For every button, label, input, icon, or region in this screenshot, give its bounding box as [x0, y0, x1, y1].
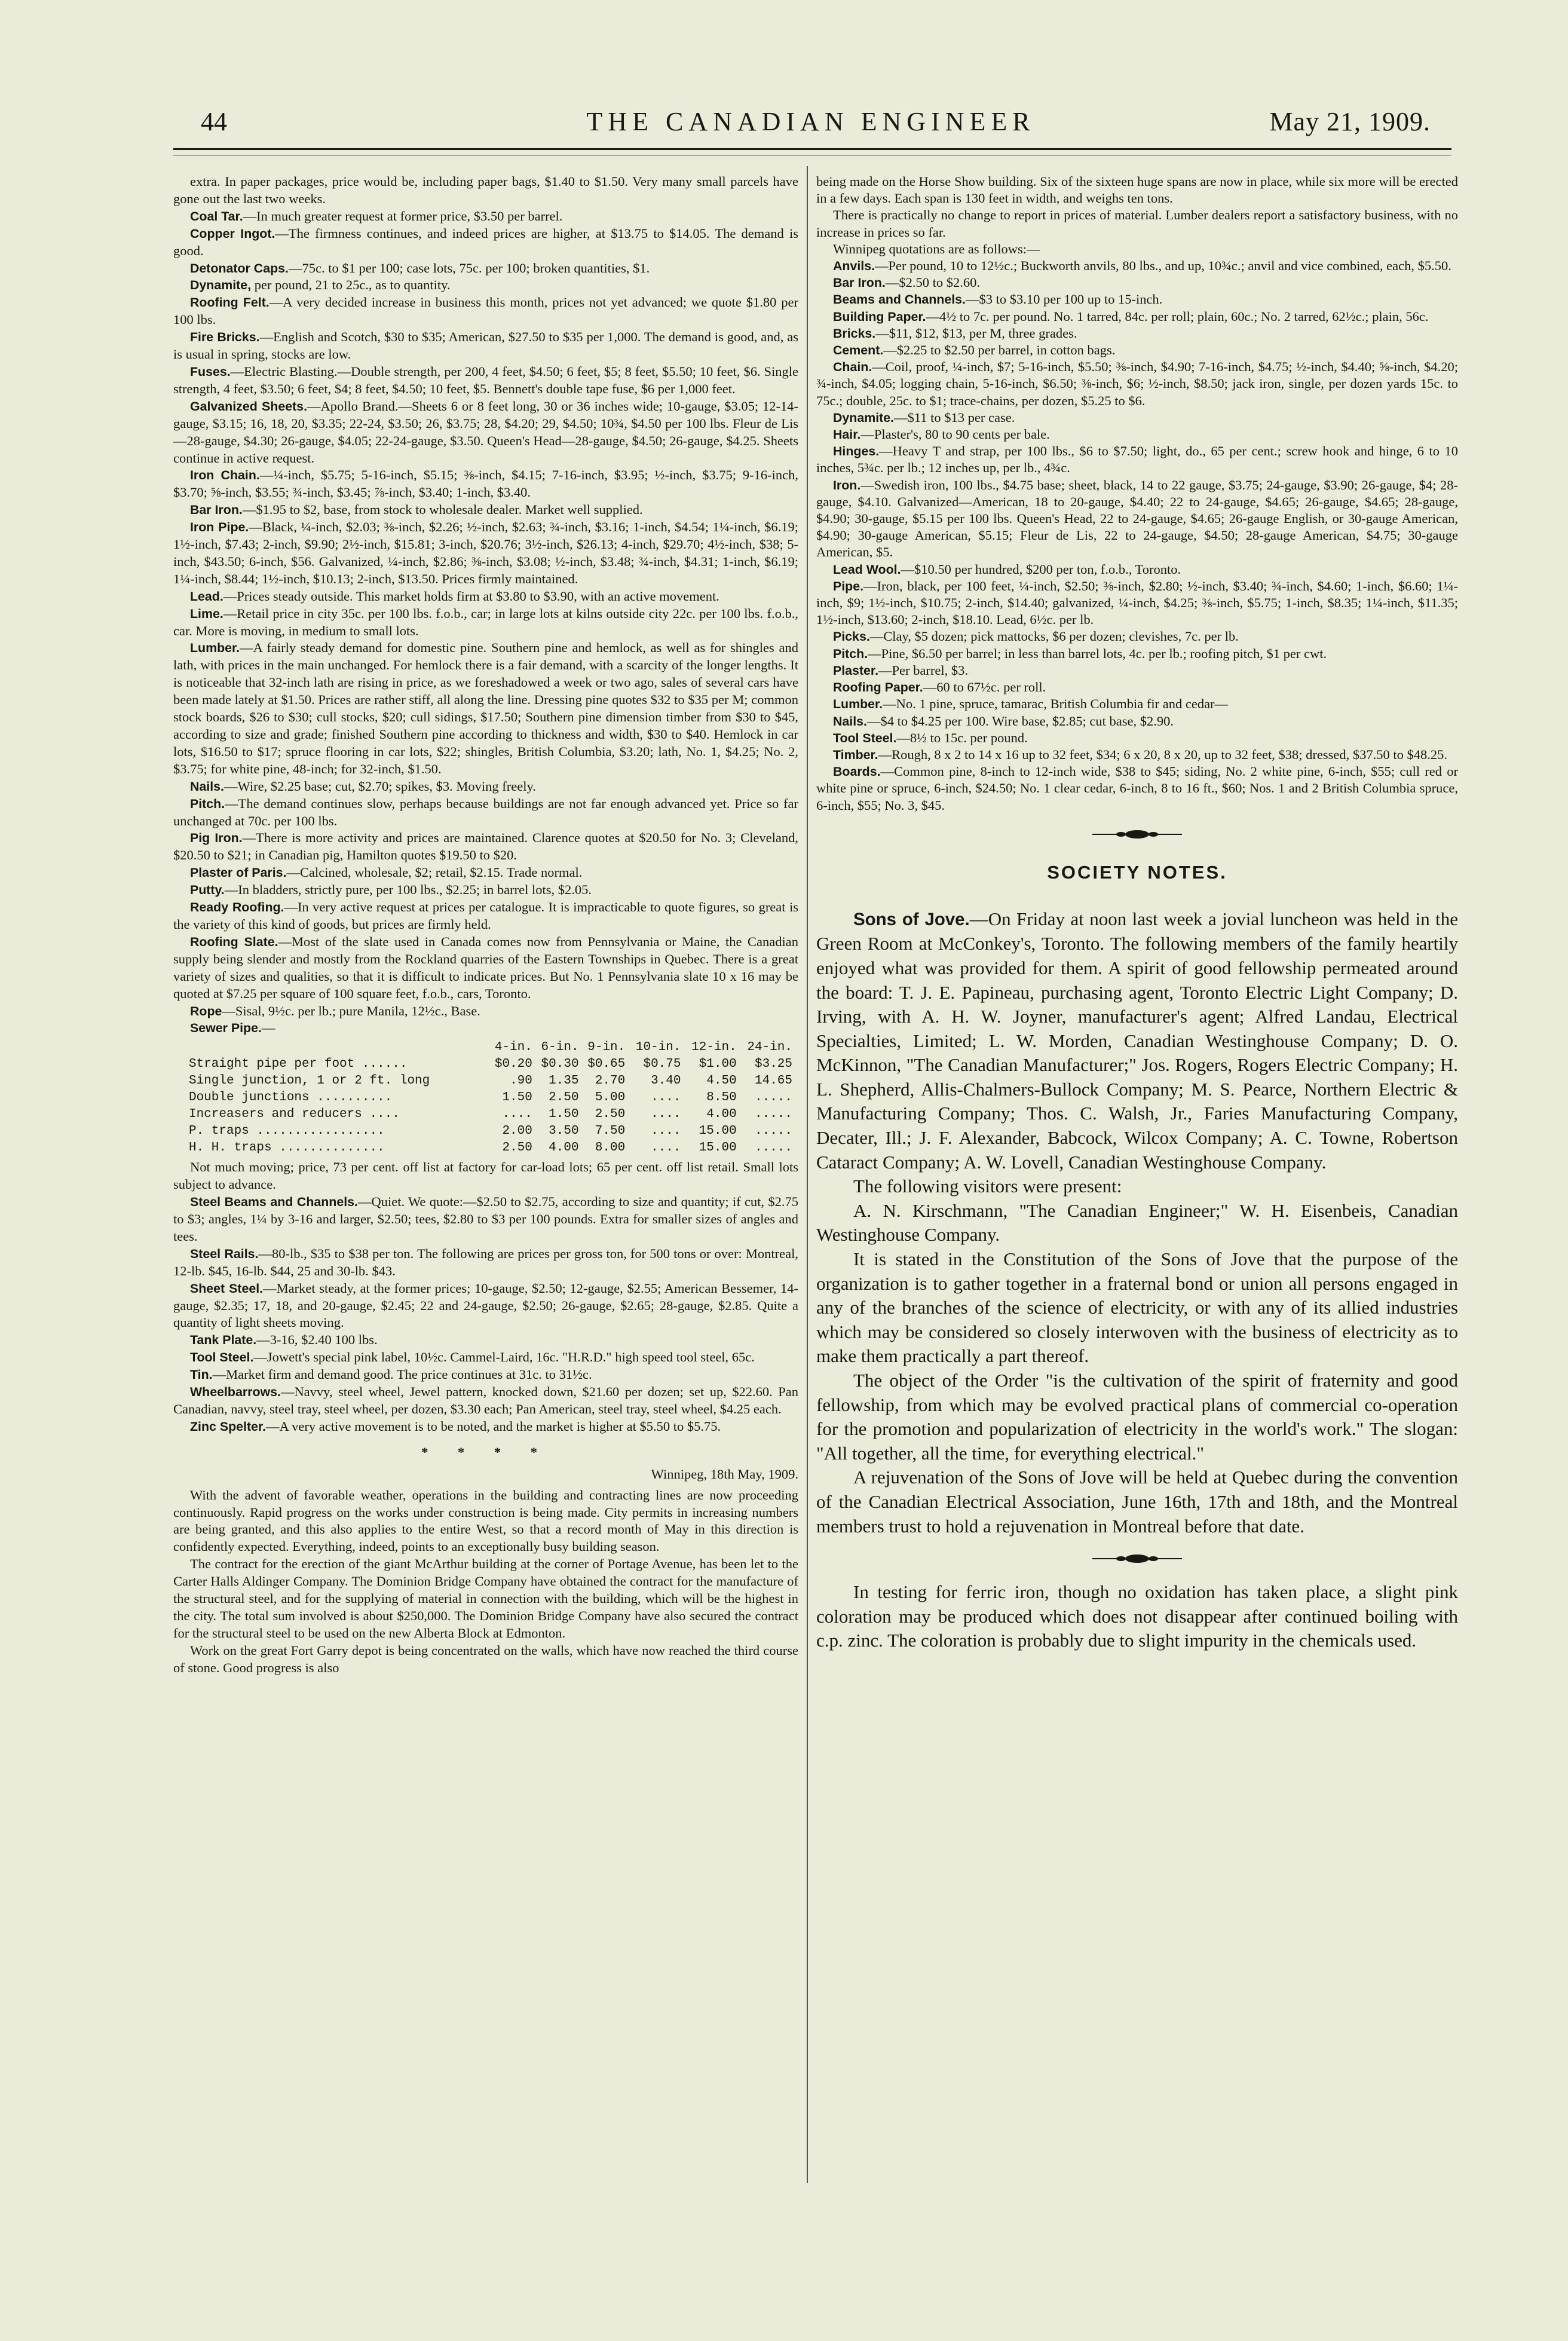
- table-cell: 2.50: [502, 1141, 532, 1155]
- item-text: —In very active request at prices per catalogue. It is impracticable to quote figures, so great is the variety of this kind of goods, but prices are firmly held.: [173, 899, 798, 932]
- item-keyword: Pig Iron.: [190, 831, 243, 846]
- market-item: [173, 864, 798, 882]
- society-paragraph: [816, 1199, 1458, 1247]
- item-keyword: Picks.: [833, 629, 870, 644]
- society-paragraph: [816, 1174, 1458, 1199]
- page-number: 44: [201, 107, 227, 136]
- table-cell: Straight pipe per foot ......: [189, 1057, 408, 1072]
- item-keyword: Bar Iron.: [833, 276, 886, 290]
- item-text: —Apollo Brand.—Sheets 6 or 8 feet long, 30 or 36 inches wide; 10-gauge, $3.05; 12-14-gauge, $3.15; 16, 18, 20, $3.35; 22-24, $3.50; 26, $3.75; 28, $4.20; 29, $4.50; 10¾, $4.50 per 100 lbs. Fleur de Lis—28-gauge, $4.30; 26-gauge, $4.05; 22-24-gauge, $3.50. Queen's Head—28-gauge, $4.50; 26-gauge, $4.25. Sheets continue in active request.: [173, 398, 798, 466]
- item-keyword: Ready Roofing.: [190, 900, 284, 915]
- item-keyword: Pipe.: [833, 579, 864, 593]
- section-stars: * * * *: [421, 1444, 550, 1459]
- item-keyword: Rope: [190, 1003, 222, 1018]
- ferric-iron-note: In testing for ferric iron, though no oxidation has taken place, a slight pink coloration may be produced which does not disappear after continued boiling with c.p. zinc. The coloration is probably due to slight impurity in the chemicals used.: [816, 1581, 1458, 1651]
- table-cell: 1.50: [549, 1107, 579, 1122]
- item-text: per pound, 21 to 25c., as to quantity.: [251, 277, 451, 293]
- item-text: —$10.50 per hundred, $200 per ton, f.o.b., Toronto.: [901, 561, 1181, 577]
- market-item: [173, 605, 798, 640]
- table-cell: 1.35: [549, 1074, 579, 1088]
- table-header-cell: [189, 1039, 486, 1056]
- journal-title: THE CANADIAN ENGINEER: [586, 107, 1036, 136]
- table-row: [189, 1073, 792, 1090]
- item-text: —Sisal, 9½c. per lb.; pure Manila, 12½c., Base.: [222, 1003, 480, 1018]
- item-text: —Clay, $5 dozen; pick mattocks, $6 per dozen; clevishes, 7c. per lb.: [869, 629, 1239, 644]
- item-keyword: Galvanized Sheets.: [190, 399, 307, 414]
- item-text: —80-lb., $35 to $38 per ton. The following are prices per gross ton, for 500 tons or over: Montreal, 12-lb. $45, 16-lb. $44, 25 and 30-lb. $43.: [173, 1246, 798, 1278]
- market-item: [173, 1332, 798, 1349]
- item-keyword: Bricks.: [833, 326, 876, 341]
- quotation-item: [816, 696, 1458, 712]
- item-text: —: [261, 1020, 275, 1036]
- table-cell: 3.40: [651, 1074, 681, 1088]
- item-text: —$2.50 to $2.60.: [885, 275, 980, 290]
- item-keyword: Hinges.: [833, 444, 880, 459]
- table-row: [189, 1056, 792, 1073]
- quotation-item: [816, 477, 1458, 561]
- item-text: —The firmness continues, and indeed prices are higher, at $13.75 to $14.05. The demand is good.: [173, 225, 798, 258]
- item-text: The contract for the erection of the giant McArthur building at the corner of Portage Avenue, has been let to the Carter Halls Aldinger Company. The Dominion Bridge Company have obtained the contract for the manufacture of the structural steel, and for the supplying of material in connection with the building, which will be the highest in the city. The total sum involved is about $250,000. The Dominion Bridge Company have also secured the contract for the structural steel to be used on the new Alberta Block at Edmonton.: [173, 1556, 798, 1641]
- quotation-item: [816, 746, 1458, 763]
- item-text: —3-16, $2.40 100 lbs.: [256, 1332, 378, 1348]
- item-text: —On Friday at noon last week a jovial luncheon was held in the Green Room at McConkey's, Toronto. The following members of the family heartily enjoyed what was provided for them. A spirit of good fellowship permeated around the board: T. J. E. Papineau, purchasing agent, Toronto Electric Light Company; D. Irving, with A. H. W. Joyner, manufacturer's agent; Alfred Landau, Electrical Specialties, Limited; L. W. Morden, Canadian Westinghouse Company; D. O. McKinnon, "The Canadian Manufacturer;" Jos. Rogers, Rogers Electric Company; H. L. Shepherd, Allis-Chalmers-Bullock Company; M. S. Pearce, Northern Electric & Manufacturing Company; Thos. C. Walsh, Jr., Faries Manufacturing Company, Decater, Ill.; J. F. Alexander, Babcock, Wilcox Company; A. C. Towne, Robertson Cataract Company; A. W. Lovell, Canadian Westinghouse Company.: [816, 908, 1458, 1173]
- left-column: [173, 173, 798, 2193]
- item-keyword: Plaster of Paris.: [190, 865, 287, 880]
- table-cell: $0.30: [541, 1057, 579, 1072]
- item-text: —8½ to 15c. per pound.: [896, 730, 1028, 745]
- quotation-item: [816, 763, 1458, 814]
- winnipeg-report: [173, 1487, 798, 1677]
- market-item: [173, 467, 798, 501]
- item-keyword: Anvils.: [833, 259, 875, 274]
- item-keyword: Copper Ingot.: [190, 226, 275, 241]
- item-text: extra. In paper packages, price would be, including paper bags, $1.40 to $1.50. Very many small parcels have gone out the last two weeks.: [173, 174, 798, 206]
- market-item: [173, 934, 798, 1003]
- item-keyword: Zinc Spelter.: [190, 1419, 267, 1434]
- item-keyword: Fuses.: [190, 364, 231, 379]
- item-text: —Iron, black, per 100 feet, ¼-inch, $2.50; ⅜-inch, $2.80; ½-inch, $3.40; ¾-inch, $4.60; 1-inch, $6.60; 1¼-inch, $9; 1½-inch, $10.75; 2-inch, $14.40; galvanized, ¼-inch, $4.25; ⅜-inch, $5.75; 1-inch, $8.35; 1¼-inch, $11.35; 1½-inch, $13.60; 2-inch, $18.10. Lead, 6½c. per lb.: [816, 578, 1458, 628]
- quotation-item: [816, 679, 1458, 696]
- item-text: —A very decided increase in business this month, prices not yet advanced; we quote $1.80 per 100 lbs.: [173, 295, 798, 328]
- item-keyword: Nails.: [833, 714, 867, 729]
- item-text: —Most of the slate used in Canada comes now from Pennsylvania or Maine, the Canadian supply being slender and mostly from the Rockland quarries of the Eastern Townships in Quebec. There is a great variety of sizes and qualities, so that it is difficult to indicate prices. But No. 1 Pennsylvania slate 10 x 16 may be quoted at $7.25 per square of 100 square feet, f.o.b., cars, Toronto.: [173, 934, 798, 1001]
- quotation-item: [816, 561, 1458, 578]
- item-keyword: Tin.: [190, 1367, 213, 1382]
- item-keyword: Chain.: [833, 360, 872, 375]
- item-text: —$11, $12, $13, per M, three grades.: [875, 325, 1077, 341]
- market-item: [173, 882, 798, 899]
- market-item: [173, 1384, 798, 1418]
- winnipeg-dateline: Winnipeg, 18th May, 1909.: [651, 1466, 798, 1482]
- report-paragraph: [173, 1556, 798, 1642]
- table-cell: 15.00: [699, 1124, 737, 1139]
- winnipeg-quotations: [816, 173, 1458, 814]
- item-text: —Navvy, steel wheel, Jewel pattern, knocked down, $21.60 per dozen; set up, $22.60. Pan Canadian, navvy, steel tray, steel wheel, per dozen, $3.30 each; Pan American, steel tray, steel wheel, $4.25 each.: [173, 1384, 798, 1416]
- quotation-item: [816, 359, 1458, 409]
- right-column: [816, 173, 1458, 2187]
- table-cell: 2.00: [502, 1124, 532, 1139]
- table-cell: 4.50: [706, 1074, 737, 1088]
- item-text: —Jowett's special pink label, 10½c. Cammel-Laird, 16c. "H.R.D." high speed tool steel, 65c.: [253, 1349, 755, 1365]
- item-keyword: Nails.: [190, 779, 224, 794]
- item-keyword: Detonator Caps.: [190, 261, 289, 276]
- market-item: [173, 830, 798, 864]
- item-keyword: Tank Plate.: [190, 1333, 257, 1348]
- ornament-divider: [1092, 827, 1182, 841]
- item-keyword: Iron.: [833, 478, 861, 492]
- item-text: Not much moving; price, 73 per cent. off list at factory for car-load lots; 65 per cent. off list retail. Small lots subject to advance.: [173, 1159, 798, 1192]
- table-cell: ....: [651, 1091, 681, 1105]
- item-text: —No. 1 pine, spruce, tamarac, British Columbia fir and cedar—: [883, 696, 1229, 712]
- table-cell: 7.50: [595, 1124, 626, 1139]
- item-text: —A very active movement is to be noted, and the market is higher at $5.50 to $5.75.: [266, 1418, 721, 1434]
- market-item: [173, 588, 798, 605]
- quotation-item: [816, 628, 1458, 645]
- table-row: [189, 1106, 792, 1123]
- table-cell: 4.00: [706, 1107, 737, 1122]
- market-item: [173, 1418, 798, 1436]
- market-item: [173, 260, 798, 277]
- item-keyword: Timber.: [833, 747, 878, 762]
- item-text: —$4 to $4.25 per 100. Wire base, $2.85; cut base, $2.90.: [867, 713, 1174, 729]
- item-text: —$3 to $3.10 per 100 up to 15-inch.: [965, 292, 1163, 307]
- quotation-item: [816, 291, 1458, 308]
- item-text: —$1.95 to $2, base, from stock to wholesale dealer. Market well supplied.: [242, 502, 643, 518]
- table-cell: ....: [651, 1124, 681, 1139]
- item-text: —Common pine, 8-inch to 12-inch wide, $38 to $45; siding, No. 2 white pine, 6-inch, $55; cull red or white pine or spruce, 6-inch, $24.50; No. 1 clear cedar, 6-inch, 8 to 16 ft., $60; Nos. 1 and 2 British Columbia spruce, 6-inch, $55; No. 3, $45.: [816, 764, 1458, 813]
- table-cell: .90: [510, 1074, 532, 1088]
- item-keyword: Plaster.: [833, 663, 878, 678]
- item-keyword: Iron Chain.: [190, 468, 260, 483]
- item-text: —Prices steady outside. This market holds firm at $3.80 to $3.90, with an active movement.: [223, 588, 719, 604]
- quotation-item: [816, 713, 1458, 730]
- item-keyword: Putty.: [190, 883, 225, 898]
- item-keyword: Sewer Pipe.: [190, 1021, 262, 1036]
- item-keyword: Hair.: [833, 427, 861, 442]
- item-text: It is stated in the Constitution of the Sons of Jove that the purpose of the organization is to gather together in a fraternal bond or union all persons engaged in any of the branches of the science of electricity, or with any of its allied industries which may be considered so closely interwoven with the business of electricity as to make them practically a part thereof.: [816, 1248, 1458, 1367]
- market-item: [173, 1003, 798, 1020]
- item-keyword: Fire Bricks.: [190, 330, 260, 345]
- market-item: [173, 778, 798, 795]
- table-cell: .....: [754, 1124, 792, 1139]
- item-text: —$11 to $13 per case.: [894, 409, 1015, 425]
- item-keyword: Tool Steel.: [190, 1350, 254, 1365]
- table-cell: 2.50: [549, 1091, 579, 1105]
- table-cell: Single junction, 1 or 2 ft. long: [189, 1074, 430, 1088]
- market-item: [173, 1366, 798, 1384]
- item-text: —Black, ¼-inch, $2.03; ⅜-inch, $2.26; ½-inch, $2.63; ¾-inch, $3.16; 1-inch, $4.54; 1¼-inch, $6.19; 1½-inch, $7.43; 2-inch, $9.90; 2½-inch, $15.81; 3-inch, $20.76; 3½-inch, $26.13; 4-inch, $29.70; 4½-inch, $38; 5-inch, $43.50; 6-inch, $56. Galvanized, ¼-inch, $2.86; ⅜-inch, $3.08; ½-inch, $3.48; ¾-inch, $4.31; 1-inch, $6.19; 1¼-inch, $8.44; 1½-inch, $10.13; 2-inch, $13.50. Prices firmly maintained.: [173, 519, 798, 586]
- market-item: [173, 398, 798, 467]
- item-text: —Market firm and demand good. The price continues at 31c. to 31½c.: [212, 1367, 592, 1382]
- table-cell: P. traps .................: [189, 1124, 385, 1139]
- item-text: The object of the Order "is the cultivation of the spirit of fraternity and good fellowship, from which may be evolved practical plans of commercial co-operation for the promotion and popularization of electricity in the world's work." The slogan: "All together, all the time, for everything electrical.": [816, 1370, 1458, 1464]
- quotation-item: [816, 578, 1458, 629]
- market-item: [173, 1159, 798, 1194]
- item-text: —Swedish iron, 100 lbs., $4.75 base; sheet, black, 14 to 22 gauge, $3.75; 24-gauge, $3.90; 26-gauge, $4; 28-gauge, $4.10. Galvanized—American, 18 to 20-gauge, $4.40; 22 to 24-gauge, $4.65; 26-gauge, $4.65; 28-gauge, $4.90; 30-gauge, $5.15 per 100 lbs. Queen's Head, 22 to 24-gauge, $4.65; 26-gauge English, or 30-gauge American, $4.90; 30-gauge American, $5.15; Fleur de Lis, 22 to 24-gauge, $4.50; 28-gauge American, $4.75; 30-gauge American, $5.: [816, 477, 1458, 560]
- market-item: [173, 225, 798, 260]
- item-text: —75c. to $1 per 100; case lots, 75c. per 100; broken quantities, $1.: [288, 260, 650, 276]
- table-cell: ....: [651, 1141, 681, 1155]
- item-text: Work on the great Fort Garry depot is being concentrated on the walls, which have now reached the third course of stone. Good progress is also: [173, 1642, 798, 1675]
- market-item: [173, 363, 798, 398]
- table-cell: ....: [502, 1107, 532, 1122]
- society-notes: [816, 907, 1458, 1538]
- item-keyword: Lumber.: [833, 697, 883, 712]
- item-text: —Plaster's, 80 to 90 cents per bale.: [860, 427, 1050, 442]
- ornament-divider-2: [1092, 1552, 1182, 1566]
- table-cell: $0.75: [643, 1057, 681, 1072]
- table-header-cell: 12-in.: [691, 1041, 737, 1055]
- table-cell: 8.50: [706, 1091, 737, 1105]
- issue-date: May 21, 1909.: [1269, 107, 1431, 136]
- item-keyword: Lead.: [190, 589, 223, 604]
- item-text: —Coil, proof, ¼-inch, $7; 5-16-inch, $5.50; ⅜-inch, $4.90; 7-16-inch, $4.75; ½-inch, $4.40; ⅝-inch, $4.20; ¾-inch, $4.05; logging chain, 5-16-inch, $6.50; ⅜-inch, $6; ½-inch, $8.50; jack iron, single, per dozen yards 15c. to 75c.; double, 25c. to $1; trace-chains, per dozen, $5.25 to $6.: [816, 359, 1458, 408]
- item-text: The following visitors were present:: [853, 1176, 1122, 1197]
- society-notes-title: SOCIETY NOTES.: [1047, 861, 1227, 883]
- quotation-item: [816, 325, 1458, 342]
- table-cell: 1.50: [502, 1091, 532, 1105]
- quotation-item: [816, 409, 1458, 426]
- quotation-item: [816, 730, 1458, 746]
- table-header-cell: 6-in.: [541, 1041, 579, 1055]
- society-paragraph: [816, 1247, 1458, 1369]
- table-cell: .....: [754, 1107, 792, 1122]
- table-cell: $0.20: [494, 1057, 532, 1072]
- item-keyword: Steel Rails.: [190, 1246, 259, 1261]
- item-text: With the advent of favorable weather, operations in the building and contracting lines are now proceeding continuously. Rapid progress on the works under construction is being made. City permits in increasing numbers are being granted, and this also applies to the entire West, so that a record month of May in this direction is confidently expected. Everything, indeed, points to an exceptionally busy building season.: [173, 1487, 798, 1554]
- table-cell: 14.65: [754, 1074, 792, 1088]
- item-keyword: Dynamite,: [190, 278, 252, 293]
- market-report-paras: [173, 173, 798, 1037]
- item-text: —Quiet. We quote:—$2.50 to $2.75, according to size and quantity; if cut, $2.75 to $3; angles, 1¼ by 3-16 and larger, $2.50; tees, $2.80 to $3 per 100 pounds. Extra for smaller sizes of angles and tees.: [173, 1194, 798, 1244]
- item-keyword: Dynamite.: [833, 410, 895, 425]
- item-text: —60 to 67½c. per roll.: [923, 680, 1046, 695]
- item-text: —Rough, 8 x 2 to 14 x 16 up to 32 feet, $34; 6 x 20, 8 x 20, up to 32 feet, $38; dressed, $37.50 to $48.25.: [878, 746, 1448, 762]
- item-keyword: Pitch.: [833, 646, 868, 661]
- report-paragraph: [173, 1642, 798, 1677]
- report-paragraph: [173, 1487, 798, 1556]
- market-item: [173, 173, 798, 208]
- table-cell: $1.00: [699, 1057, 737, 1072]
- quotation-item: [816, 241, 1458, 258]
- table-header-cell: 10-in.: [635, 1041, 681, 1055]
- item-keyword: Cement.: [833, 343, 884, 358]
- market-item: [173, 329, 798, 363]
- table-cell: .....: [754, 1141, 792, 1155]
- table-row: [189, 1123, 792, 1140]
- quotation-item: [816, 342, 1458, 359]
- table-row: [189, 1140, 792, 1156]
- item-text: —Retail price in city 35c. per 100 lbs. f.o.b., car; in large lots at kilns outside city 22c. per 100 lbs. f.o.b., car. More is moving, in medium to small lots.: [173, 605, 798, 638]
- table-cell: 3.50: [549, 1124, 579, 1139]
- table-cell: H. H. traps ..............: [189, 1141, 385, 1155]
- item-text: —In bladders, strictly pure, per 100 lbs., $2.25; in barrel lots, $2.05.: [224, 882, 592, 898]
- item-text: There is practically no change to report in prices of material. Lumber dealers report a satisfactory business, with no increase in prices so far.: [816, 207, 1458, 240]
- item-text: —¼-inch, $5.75; 5-16-inch, $5.15; ⅜-inch, $4.15; 7-16-inch, $3.95; ½-inch, $3.75; 9-16-inch, $3.70; ⅝-inch, $3.55; ¾-inch, $3.45; ⅞-inch, $3.40; 1-inch, $3.40.: [173, 467, 798, 500]
- item-text: Winnipeg quotations are as follows:—: [833, 241, 1040, 256]
- quotation-item: [816, 443, 1458, 476]
- quotation-item: [816, 645, 1458, 662]
- market-item: [173, 1020, 798, 1037]
- item-text: —$2.25 to $2.50 per barrel, in cotton bags.: [883, 342, 1116, 358]
- item-text: —Heavy T and strap, per 100 lbs., $6 to $7.50; light, do., 65 per cent.; screw hook and hinge, 6 to 10 inches, 5¾c. per lb.; 12 inches up, per lb., 4¾c.: [816, 443, 1458, 476]
- market-item: [173, 519, 798, 588]
- item-keyword: Lumber.: [190, 641, 240, 656]
- column-separator: [807, 166, 808, 2183]
- item-text: —Per pound, 10 to 12½c.; Buckworth anvils, 80 lbs., and up, 10¾c.; anvil and vice combined, each, $5.50.: [875, 258, 1451, 274]
- quotation-item: [816, 662, 1458, 679]
- market-item: [173, 208, 798, 225]
- table-cell: Increasers and reducers ....: [189, 1107, 400, 1122]
- table-cell: $3.25: [754, 1057, 792, 1072]
- table-cell: 2.70: [595, 1074, 626, 1088]
- table-cell: 8.00: [595, 1141, 626, 1155]
- item-text: —Electric Blasting.—Double strength, per 200, 4 feet, $4.50; 6 feet, $5; 8 feet, $5.50; 10 feet, $6. Single strength, 4 feet, $3.50; 6 feet, $4; 8 feet, $4.50; 10 feet, $5. Bennett's double tape fuse, $6 per 1,000 feet.: [173, 363, 798, 396]
- item-keyword: Beams and Channels.: [833, 292, 966, 307]
- quotation-item: [816, 426, 1458, 443]
- item-text: A rejuvenation of the Sons of Jove will be held at Quebec during the convention of the Canadian Electrical Association, June 16th, 17th and 18th, and the Montreal members trust to hold a rejuvenation in Montreal before that date.: [816, 1467, 1458, 1537]
- sewer-pipe-table: [173, 1039, 798, 1156]
- item-keyword: Building Paper.: [833, 309, 926, 324]
- table-cell: 5.00: [595, 1091, 626, 1105]
- market-item: [173, 795, 798, 830]
- item-keyword: Bar Iron.: [190, 503, 243, 518]
- market-item: [173, 277, 798, 294]
- market-item: [173, 294, 798, 329]
- market-item: [173, 1349, 798, 1366]
- quotation-item: [816, 258, 1458, 274]
- market-item: [173, 1194, 798, 1246]
- item-keyword: Lead Wool.: [833, 562, 901, 577]
- market-item: [173, 1246, 798, 1280]
- table-cell: 4.00: [549, 1141, 579, 1155]
- item-text: —Market steady, at the former prices; 10-gauge, $2.50; 12-gauge, $2.55; American Bessemer, 14-gauge, $2.35; 17, 18, and 20-gauge, $2.45; 22 and 24-gauge, $2.50; 26-gauge, $2.65; 28-gauge, $2.85. Quite a quantity of light sheets moving.: [173, 1280, 798, 1330]
- item-text: —Pine, $6.50 per barrel; in less than barrel lots, 4c. per lb.; roofing pitch, $1 per cwt.: [868, 645, 1327, 661]
- table-header-row: [189, 1039, 792, 1056]
- header-rule: [173, 148, 1451, 150]
- item-keyword: Iron Pipe.: [190, 520, 249, 535]
- market-item: [173, 639, 798, 778]
- society-paragraph: [816, 907, 1458, 1175]
- item-keyword: Sheet Steel.: [190, 1281, 264, 1296]
- item-text: —A fairly steady demand for domestic pine. Southern pine and hemlock, as well as for shingles and lath, with prices in the main unchanged. For hemlock there is a fair demand, with a scarcity of the longer lengths. It is noticeable that 32-inch lath are rising in price, as we foreshadowed a week or two ago, sales of several cars have been made lately at $1.50. Prices are rather stiff, all along the line. Dressing pine quotes $32 to $35 per M; common stock boards, $26 to $30; cull stocks, $20; cull sidings, $17.50; Southern pine dimension timber from $30 to $45, according to size and grade; finished Southern pine according to thickness and width, $30 to $40. Hemlock in car lots, $16.50 to $17; spruce flooring in car lots, $22; shingles, British Columbia, $3.20; lath, No. 1, $4.25; No. 2, $3.75; for white pine, 48-inch; for 32-inch, $1.50.: [173, 640, 798, 776]
- table-header-cell: 9-in.: [587, 1041, 626, 1055]
- item-keyword: Tool Steel.: [833, 730, 897, 745]
- item-keyword: Coal Tar.: [190, 209, 243, 224]
- society-paragraph: [816, 1369, 1458, 1465]
- item-keyword: Wheelbarrows.: [190, 1385, 281, 1400]
- quotation-item: [816, 308, 1458, 325]
- item-keyword: Lime.: [190, 606, 223, 621]
- item-text: —There is more activity and prices are maintained. Clarence quotes at $20.50 for No. 3; Cleveland, $20.50 to $21; in Canadian pig, Hamilton quotes $19.50 to $20.: [173, 830, 798, 863]
- market-item: [173, 899, 798, 934]
- item-keyword: Roofing Slate.: [190, 934, 278, 949]
- item-text: —Wire, $2.25 base; cut, $2.70; spikes, $3. Moving freely.: [224, 778, 536, 794]
- item-text: —In much greater request at former price, $3.50 per barrel.: [243, 208, 563, 224]
- page-header: [173, 106, 1448, 142]
- table-cell: ....: [651, 1107, 681, 1122]
- table-header-cell: 24-in.: [747, 1041, 792, 1055]
- society-paragraph: [816, 1465, 1458, 1538]
- item-text: A. N. Kirschmann, "The Canadian Engineer;" W. H. Eisenbeis, Canadian Westinghouse Company.: [816, 1199, 1458, 1246]
- item-text: being made on the Horse Show building. Six of the sixteen huge spans are now in place, while six more will be erected in a few days. Each span is 130 feet in width, and weighs ten tons.: [816, 174, 1458, 206]
- table-cell: 2.50: [595, 1107, 626, 1122]
- quotation-item: [816, 274, 1458, 291]
- table-cell: .....: [754, 1091, 792, 1105]
- item-text: —Per barrel, $3.: [878, 662, 968, 678]
- item-keyword: Pitch.: [190, 796, 225, 811]
- table-cell: 15.00: [699, 1141, 737, 1155]
- quotation-item: [816, 207, 1458, 240]
- item-keyword: Roofing Felt.: [190, 295, 270, 310]
- item-keyword: Steel Beams and Channels.: [190, 1195, 358, 1210]
- item-text: —The demand continues slow, perhaps because buildings are not far enough advanced yet. Price so far unchanged at 70c. per 100 lbs.: [173, 795, 798, 828]
- table-cell: $0.65: [587, 1057, 626, 1072]
- item-keyword: Boards.: [833, 764, 881, 779]
- item-keyword: Sons of Jove.: [853, 909, 970, 929]
- item-text: —4½ to 7c. per pound. No. 1 tarred, 84c. per roll; plain, 60c.; No. 2 tarred, 62½c.; plain, 56c.: [926, 308, 1429, 324]
- market-report-paras-2: [173, 1159, 798, 1436]
- market-item: [173, 501, 798, 519]
- table-header-cell: 4-in.: [494, 1041, 532, 1055]
- item-text: —Calcined, wholesale, $2; retail, $2.15. Trade normal.: [286, 865, 583, 880]
- market-item: [173, 1280, 798, 1332]
- table-row: [189, 1090, 792, 1106]
- table-cell: Double junctions ..........: [189, 1091, 393, 1105]
- quotation-item: [816, 173, 1458, 207]
- item-text: —English and Scotch, $30 to $35; American, $27.50 to $35 per 1,000. The demand is good, and, as is usual in spring, stocks are low.: [173, 329, 798, 362]
- item-keyword: Roofing Paper.: [833, 680, 923, 695]
